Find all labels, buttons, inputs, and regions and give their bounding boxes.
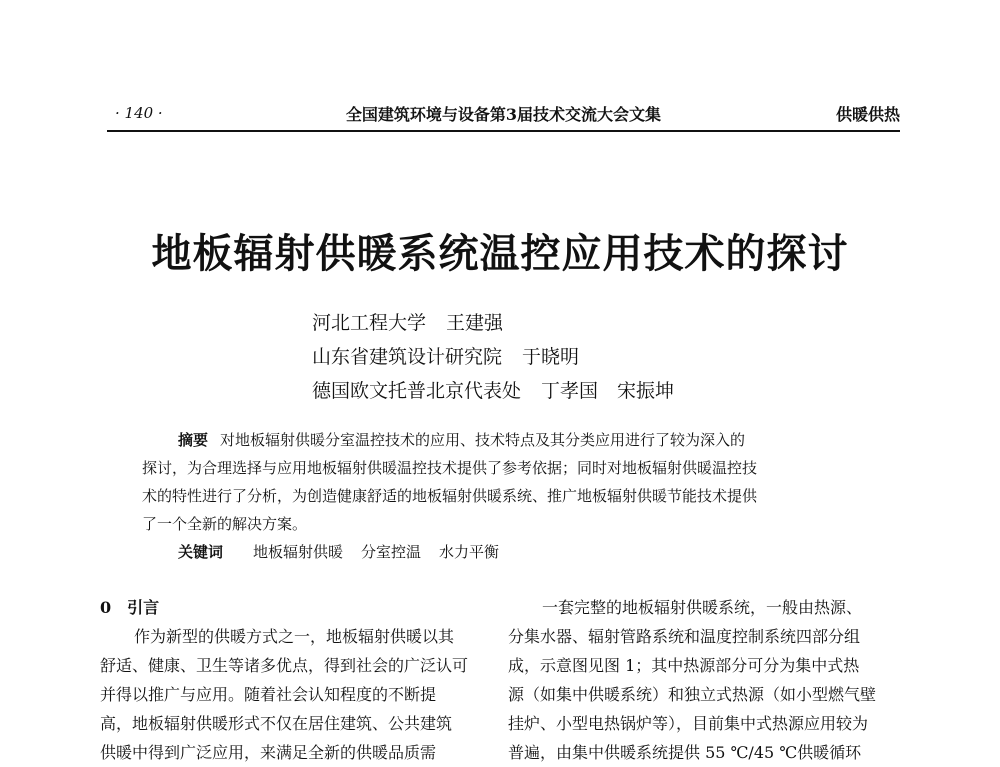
- body-line: 成，示意图见图 1；其中热源部分可分为集中式热: [508, 656, 860, 675]
- author-names: 于晓明: [522, 346, 580, 368]
- author-line: [312, 306, 674, 340]
- page-number: · 140 ·: [115, 104, 163, 122]
- abstract: [142, 426, 862, 566]
- body-line: 源（如集中供暖系统）和独立式热源（如小型燃气壁: [508, 685, 877, 704]
- author-line: [312, 374, 674, 408]
- author-names: 丁孝国 宋振坤: [541, 380, 675, 402]
- article-title: 地板辐射供暖系统温控应用技术的探讨: [151, 231, 849, 277]
- section-name: 供暖供热: [835, 105, 900, 124]
- abstract-label: 摘要: [178, 431, 209, 449]
- body-line: 供暖中得到广泛应用，来满足全新的供暖品质需: [100, 743, 437, 762]
- keyword: 水力平衡: [439, 543, 500, 561]
- keyword: 地板辐射供暖: [253, 543, 344, 561]
- affiliation: 河北工程大学: [312, 312, 427, 334]
- body-line: 高，地板辐射供暖形式不仅在居住建筑、公共建筑: [100, 714, 453, 733]
- keywords-label: 关键词: [178, 543, 224, 561]
- proceedings-title: 全国建筑环境与设备第3届技术交流大会文集: [345, 105, 662, 124]
- abstract-text: 对地板辐射供暖分室温控技术的应用、技术特点及其分类应用进行了较为深入的: [220, 431, 746, 449]
- abstract-line: [142, 426, 862, 454]
- abstract-line: 术的特性进行了分析，为创造健康舒适的地板辐射供暖系统、推广地板辐射供暖节能技术提供: [142, 487, 758, 505]
- body-line: 舒适、健康、卫生等诸多优点，得到社会的广泛认可: [100, 656, 469, 675]
- body-line: 普遍，由集中供暖系统提供 55 ℃/45 ℃供暖循环: [508, 743, 862, 762]
- body-line: 并得以推广与应用。随着社会认知程度的不断提: [100, 685, 437, 704]
- author-line: [312, 340, 674, 374]
- author-names: 王建强: [446, 312, 504, 334]
- body-line: 一套完整的地板辐射供暖系统，一般由热源、: [542, 598, 863, 617]
- body-line: 分集水器、辐射管路系统和温度控制系统四部分组: [508, 627, 861, 646]
- right-column: [508, 593, 898, 767]
- affiliation: 德国欧文托普北京代表处: [312, 380, 522, 402]
- body-line: 挂炉、小型电热锅炉等），目前集中式热源应用较为: [508, 714, 869, 733]
- abstract-line: 探讨，为合理选择与应用地板辐射供暖温控技术提供了参考依据；同时对地板辐射供暖温控技: [142, 459, 758, 477]
- abstract-line: 了一个全新的解决方案。: [142, 515, 308, 533]
- author-list: [312, 306, 674, 408]
- keyword: 分室控温: [361, 543, 422, 561]
- affiliation: 山东省建筑设计研究院: [312, 346, 503, 368]
- left-column: [100, 593, 490, 767]
- section-heading: 0 引言: [100, 598, 160, 617]
- body-line: 作为新型的供暖方式之一，地板辐射供暖以其: [134, 627, 455, 646]
- keywords: [142, 538, 862, 566]
- running-header: [107, 100, 900, 132]
